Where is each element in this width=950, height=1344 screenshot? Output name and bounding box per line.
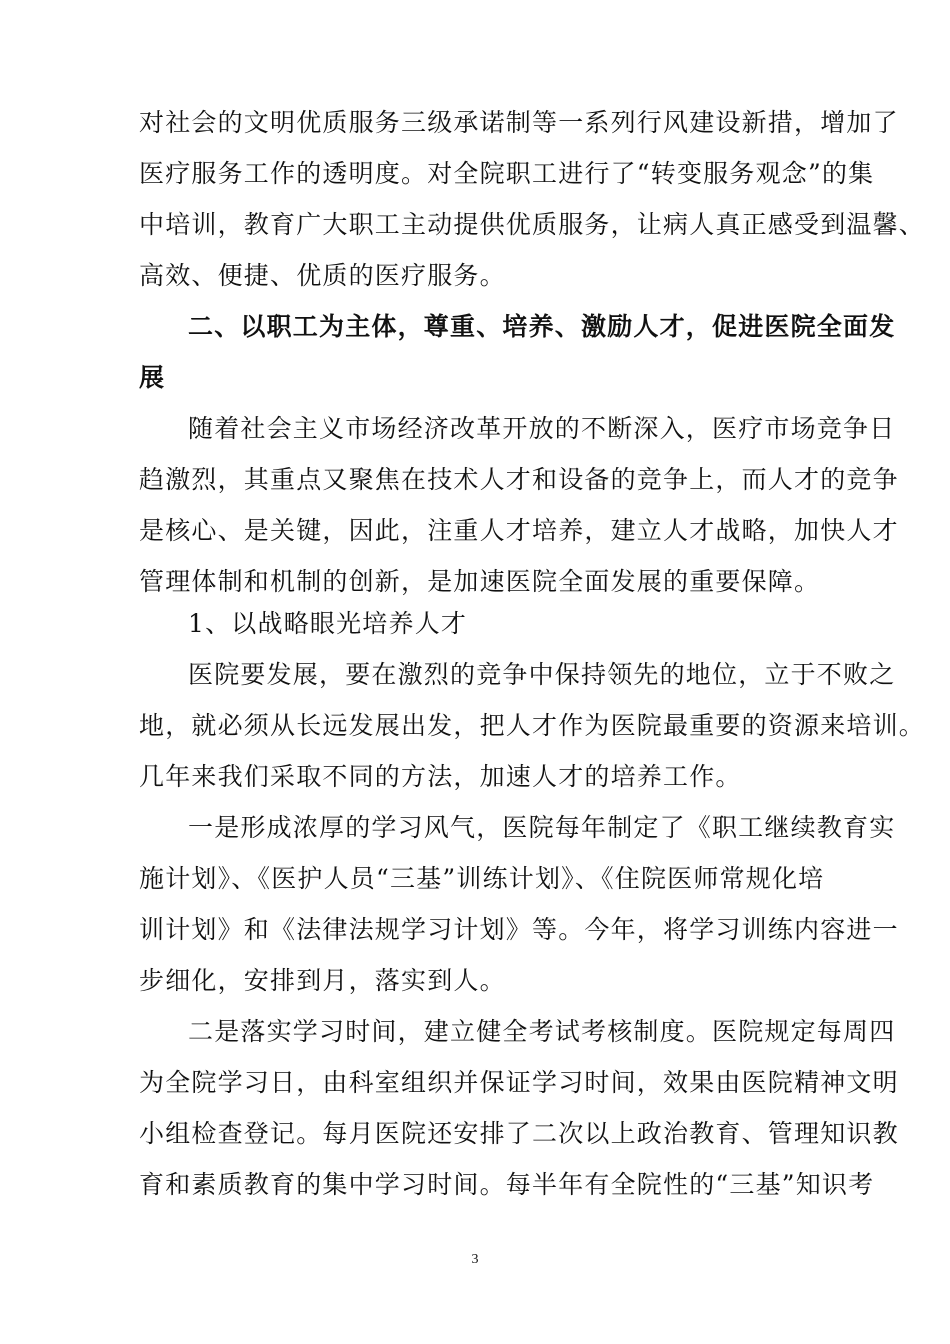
subheading: 1、以战略眼光培养人才 [188, 609, 468, 638]
paragraph-line: 训计划》和《法律法规学习计划》等。今年，将学习训练内容进一 [139, 915, 899, 944]
paragraph-line: 中培训，教育广大职工主动提供优质服务，让病人真正感受到温馨、 [139, 210, 926, 239]
paragraph-line: 地，就必须从长远发展出发，把人才作为医院最重要的资源来培训。 [139, 711, 926, 740]
paragraph-line: 医疗服务工作的透明度。对全院职工进行了“转变服务观念”的集 [139, 159, 875, 188]
paragraph-line: 随着社会主义市场经济改革开放的不断深入，医疗市场竞争日 [188, 414, 896, 443]
paragraph-line: 为全院学习日，由科室组织并保证学习时间，效果由医院精神文明 [139, 1068, 899, 1097]
section-heading: 二、以职工为主体，尊重、培养、激励人才，促进医院全面发 [188, 312, 896, 341]
page-number: 3 [471, 1252, 479, 1267]
paragraph-line: 管理体制和机制的创新，是加速医院全面发展的重要保障。 [139, 567, 821, 596]
paragraph-line: 步细化，安排到月，落实到人。 [139, 966, 506, 995]
paragraph-line: 趋激烈，其重点又聚焦在技术人才和设备的竞争上，而人才的竞争 [139, 465, 899, 494]
paragraph-line: 几年来我们采取不同的方法，加速人才的培养工作。 [139, 762, 742, 791]
paragraph-line: 对社会的文明优质服务三级承诺制等一系列行风建设新措，增加了 [139, 108, 899, 137]
paragraph-line: 医院要发展，要在激烈的竞争中保持领先的地位，立于不败之 [188, 660, 896, 689]
section-heading: 展 [139, 363, 166, 392]
paragraph-line: 是核心、是关键，因此，注重人才培养，建立人才战略，加快人才 [139, 516, 899, 545]
paragraph-line: 二是落实学习时间，建立健全考试考核制度。医院规定每周四 [188, 1017, 896, 1046]
paragraph-line: 高效、便捷、优质的医疗服务。 [139, 261, 506, 290]
paragraph-line: 一是形成浓厚的学习风气，医院每年制定了《职工继续教育实 [188, 813, 896, 842]
paragraph-line: 育和素质教育的集中学习时间。每半年有全院性的“三基”知识考 [139, 1170, 875, 1199]
paragraph-line: 施计划》、《医护人员“三基”训练计划》、《住院医师常规化培 [139, 864, 825, 893]
paragraph-line: 小组检查登记。每月医院还安排了二次以上政治教育、管理知识教 [139, 1119, 899, 1148]
